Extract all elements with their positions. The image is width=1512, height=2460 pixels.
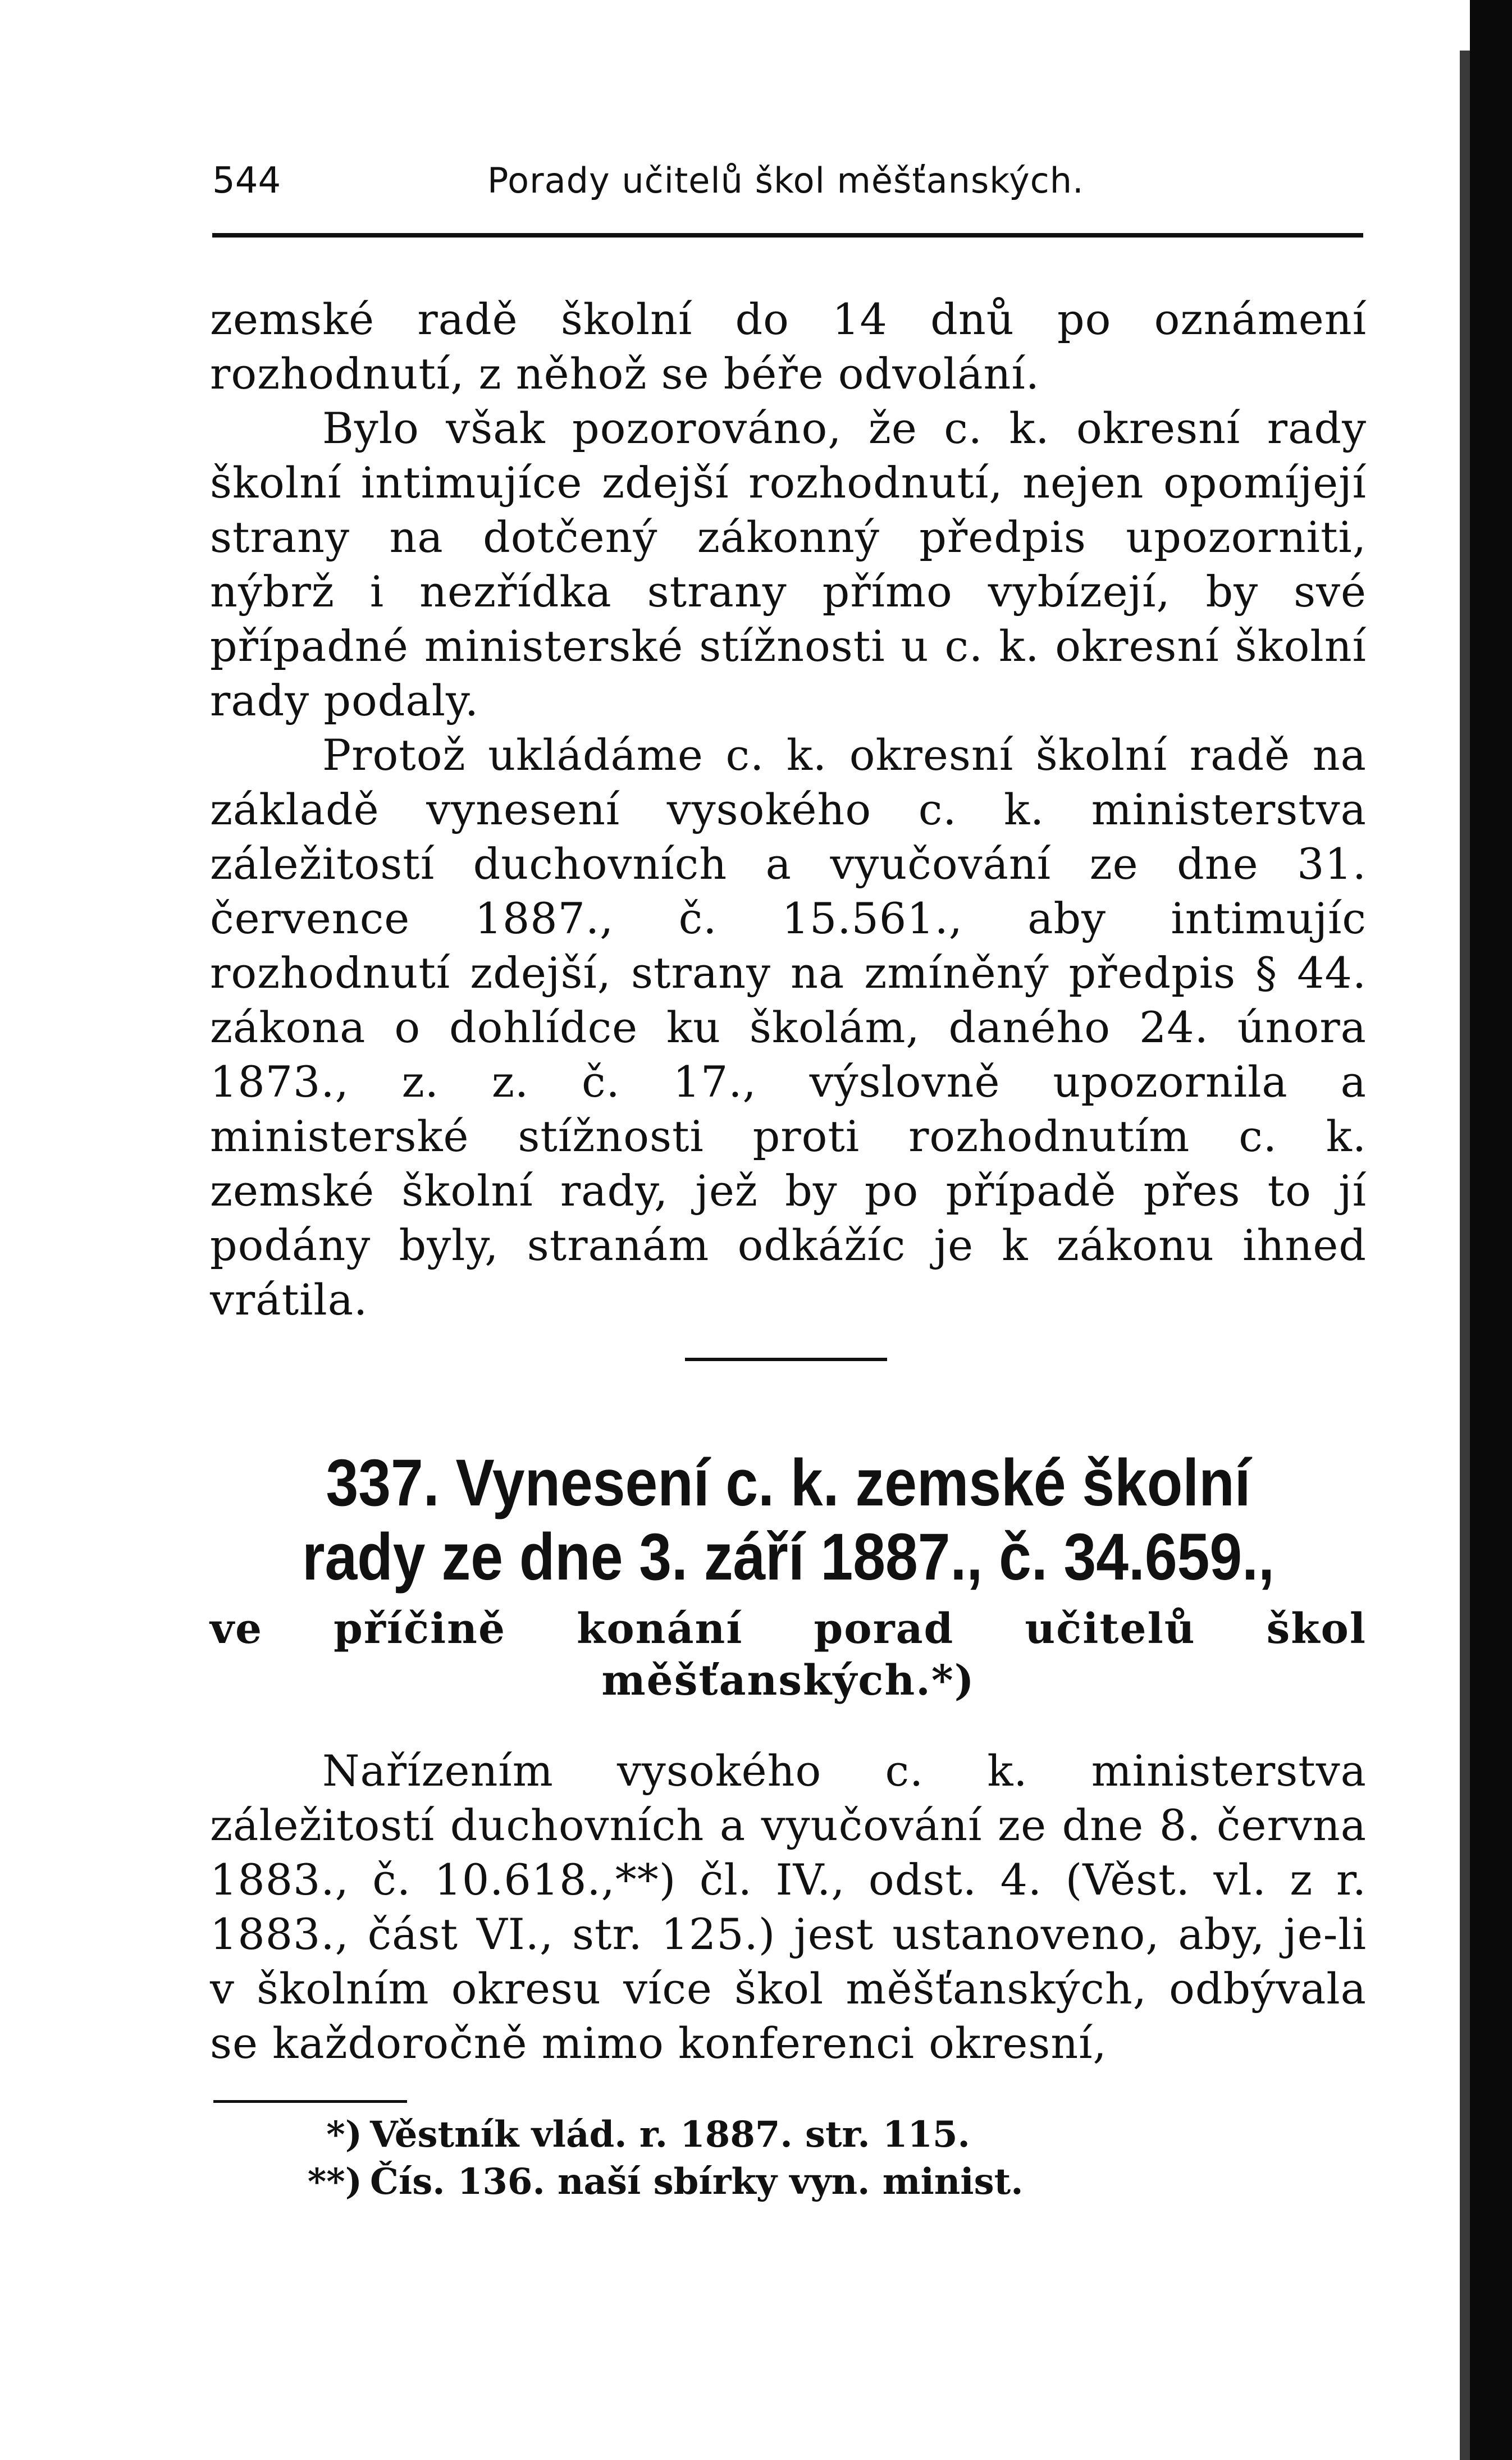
footnote-text: Čís. 136. naší sbírky vyn. minist. — [370, 2161, 1024, 2203]
footnote — [295, 2111, 1362, 2158]
footnote-mark: *) — [326, 2114, 362, 2156]
section-divider — [685, 1358, 887, 1361]
page-number: 544 — [212, 160, 281, 202]
section-heading: 337. Vynesení c. k. zemské školní rady ze dne 3. září 1887., č. 34.659., — [302, 1446, 1275, 1594]
paragraph: Nařízením vysokého c. k. ministerstva záležitostí duchovních a vyučování ze dne 8. června 1883., č. 10.618.,**) čl. IV., odst. 4. (Věst. vl. z r. 1883., část VI., str. 125.) jest ustanoveno, aby, je-li v školním okresu více škol měšťanských, odbývala se každoročně mimo konferenci okresní, — [210, 1746, 1367, 2068]
page-header — [212, 160, 1363, 205]
footnote — [295, 2158, 1362, 2206]
footnote-mark: **) — [307, 2161, 362, 2203]
body-text — [210, 292, 1367, 1327]
paragraph: Bylo však pozorováno, že c. k. okresní rady školní intimujíce zdejší rozhodnutí, nejen opomíjejí strany na dotčený zákonný předpis upozorniti, nýbrž i nezřídka strany přímo vybízejí, by své případné ministerské stížnosti u c. k. okresní školní rady podaly. — [210, 403, 1367, 725]
running-title: Porady učitelů škol měšťanských. — [487, 160, 1084, 201]
footnote-rule — [213, 2100, 407, 2103]
scan-border-right — [1470, 0, 1512, 2460]
section-body — [210, 1744, 1367, 2070]
section-subheading: ve příčině konání porad učitelů škol měšťanských.*) — [210, 1605, 1367, 1705]
header-rule — [212, 233, 1363, 238]
paragraph: Protož ukládáme c. k. okresní školní radě na základě vynesení vysokého c. k. ministerstva záležitostí duchovních a vyučování ze dne 31. července 1887., č. 15.561., aby intimujíc rozhodnutí zdejší, strany na zmíněný předpis § 44. zákona o dohlídce ku školám, daného 24. února 1873., z. z. č. 17., výslovně upozornila a ministerské stížnosti proti rozhodnutím c. k. zemské školní rady, jež by po případě přes to jí podány byly, stranám odkážíc je k zákonu ihned vrátila. — [210, 730, 1367, 1325]
footnotes — [295, 2111, 1362, 2206]
footnote-text: Věstník vlád. r. 1887. str. 115. — [370, 2114, 970, 2156]
scan-border-shadow — [1460, 51, 1470, 2460]
paragraph-continued: zemské radě školní do 14 dnů po oznámení rozhodnutí, z něhož se béře odvolání. — [210, 294, 1367, 399]
